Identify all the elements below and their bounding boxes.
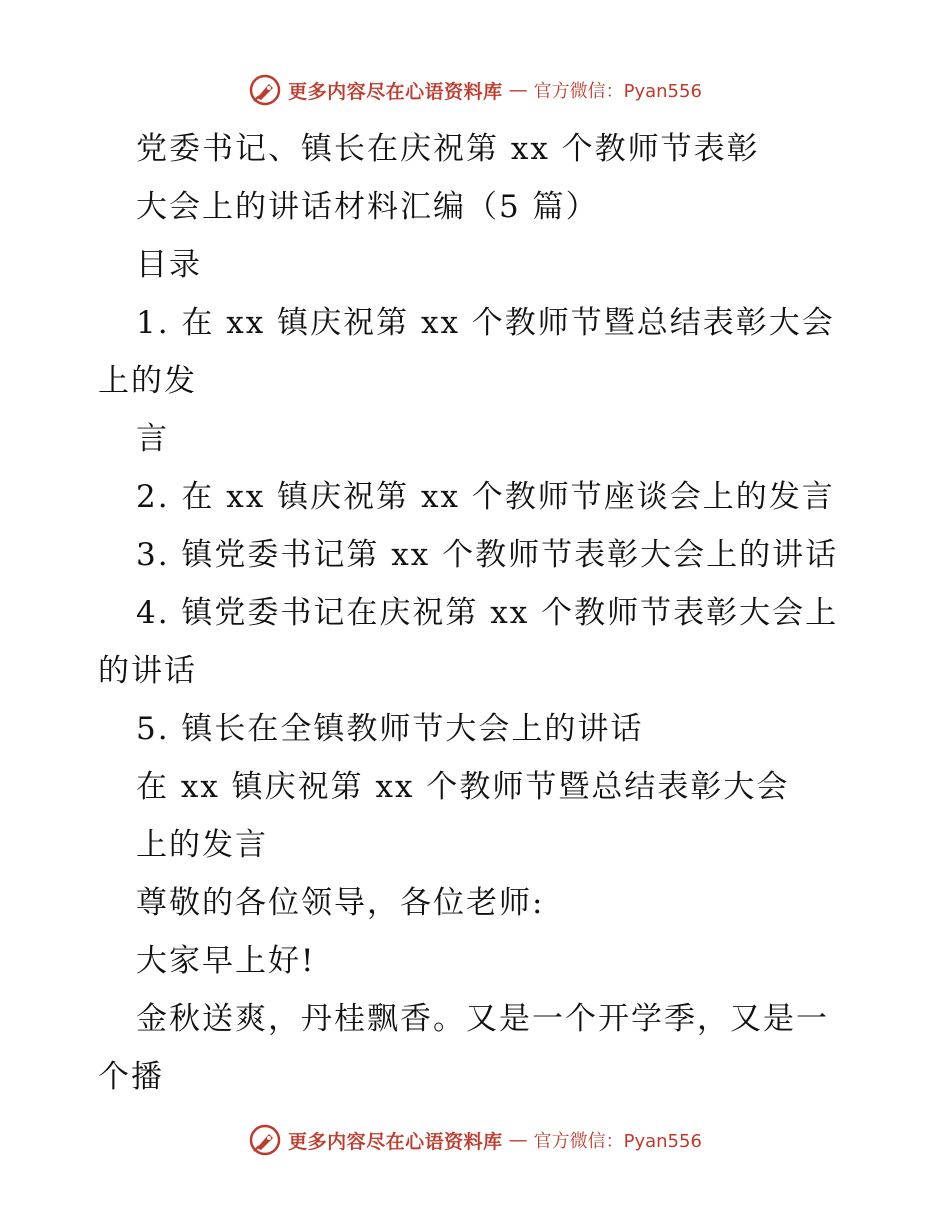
toc-item-1: 1. 在 xx 镇庆祝第 xx 个教师节暨总结表彰大会 [136,305,835,341]
document-body [98,120,858,1106]
watermark-wechat-text: 官方微信：Pyan556 [533,81,702,102]
watermark-brand-text: 更多内容尽在心语资料库 [288,1130,503,1153]
watermark-banner-bottom [0,1120,950,1160]
pen-nib-logo-icon [248,1123,282,1157]
watermark-separator: — [508,1129,528,1151]
watermark-banner-top [0,70,950,110]
toc-item-2: 2. 在 xx 镇庆祝第 xx 个教师节座谈会上的发言 [136,479,835,515]
doc-title-line-2: 大会上的讲话材料汇编（5 篇） [136,189,599,225]
watermark-separator: — [508,79,528,101]
section-title-line-2: 上的发言 [136,827,268,863]
watermark-group [248,73,702,107]
toc-item-3: 3. 镇党委书记第 xx 个教师节表彰大会上的讲话 [136,537,839,573]
body-paragraph-line-1: 金秋送爽，丹桂飘香。又是一个开学季，又是一 [136,1001,829,1037]
watermark-brand-text: 更多内容尽在心语资料库 [288,80,503,103]
salutation: 尊敬的各位领导，各位老师: [136,885,545,921]
watermark-wechat-text: 官方微信：Pyan556 [533,1131,702,1152]
toc-item-5: 5. 镇长在全镇教师节大会上的讲话 [136,711,644,747]
body-paragraph-line-2: 个播 [98,1059,164,1095]
toc-item-4: 4. 镇党委书记在庆祝第 xx 个教师节表彰大会上 [136,595,839,631]
toc-item-1-cont-2: 言 [136,421,169,457]
toc-heading: 目录 [136,247,202,283]
greeting: 大家早上好! [136,943,316,979]
toc-item-4-cont: 的讲话 [98,653,197,689]
pen-nib-logo-icon [248,73,282,107]
section-title-line-1: 在 xx 镇庆祝第 xx 个教师节暨总结表彰大会 [136,769,790,805]
toc-item-1-cont: 上的发 [98,363,197,399]
watermark-group [248,1123,702,1157]
doc-title-line-1: 党委书记、镇长在庆祝第 xx 个教师节表彰 [136,131,760,167]
